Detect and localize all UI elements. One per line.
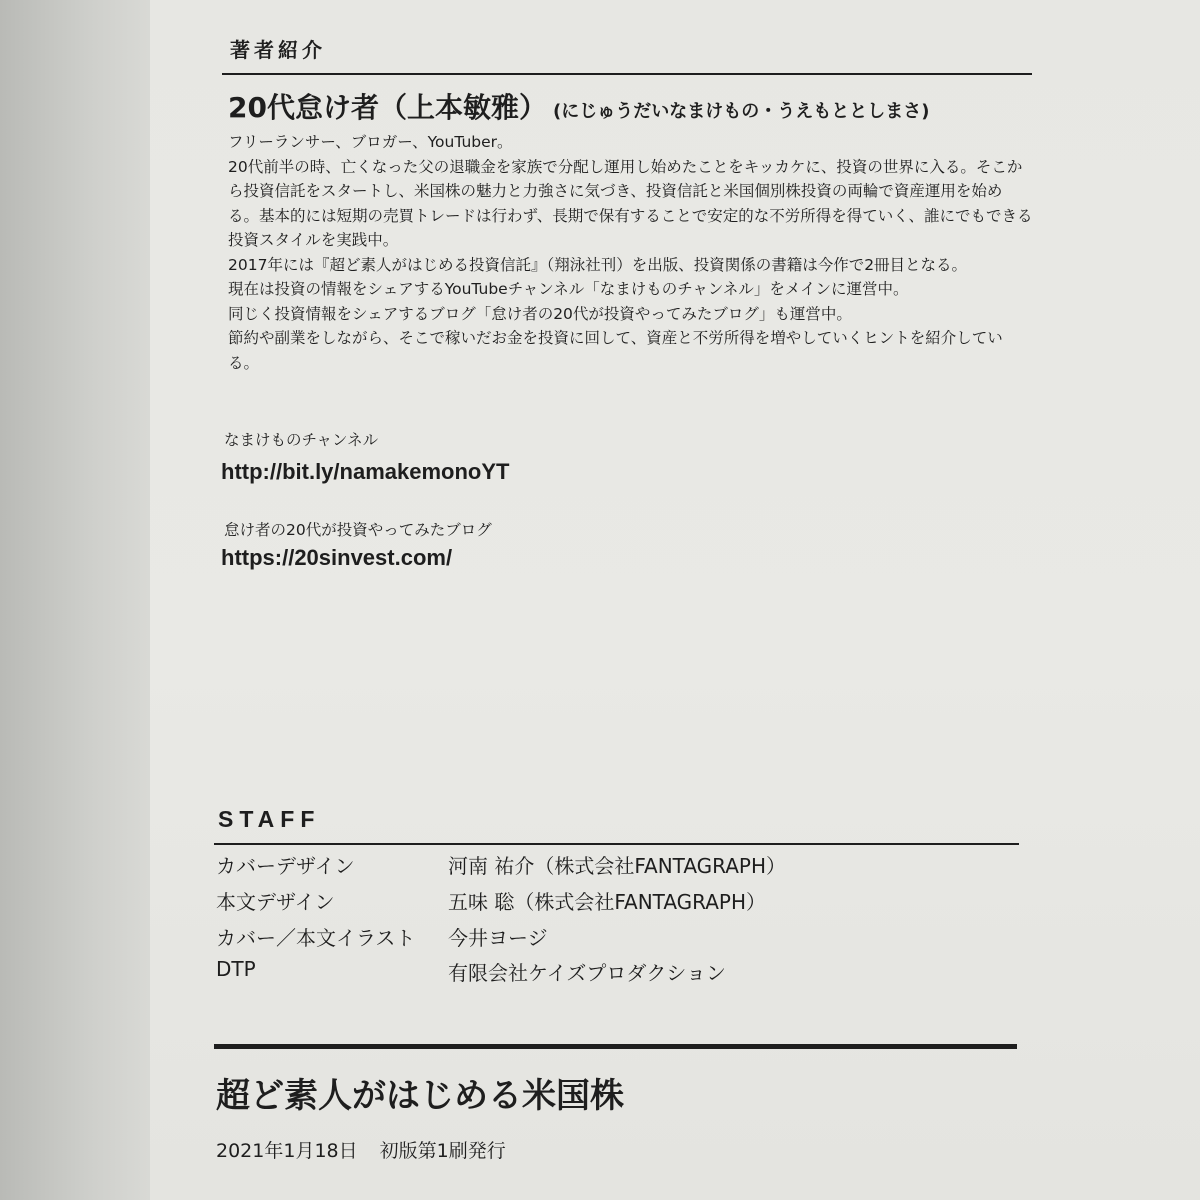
colophon-rule (214, 1044, 1017, 1049)
author-name-reading: (にじゅうだいなまけもの・うえもととしまさ) (552, 101, 930, 122)
blog-label: 怠け者の20代が投資やってみたブログ (224, 521, 492, 539)
staff-heading-rule (214, 843, 1019, 845)
staff-name: 今井ヨージ (448, 926, 548, 950)
staff-name: 有限会社ケイズプロダクション (448, 961, 726, 985)
bio-paragraph: フリーランサー、ブロガー、YouTuber。 (228, 133, 513, 151)
author-bio (228, 130, 1033, 375)
author-name: 20代怠け者（上本敏雅） (228, 91, 547, 124)
author-section-heading: 著者紹介 (230, 38, 326, 62)
staff-role: カバーデザイン (216, 854, 355, 878)
book-title: 超ど素人がはじめる米国株 (216, 1076, 624, 1116)
staff-name: 五味 聡（株式会社FANTAGRAPH） (448, 890, 767, 914)
bio-paragraph: 現在は投資の情報をシェアするYouTubeチャンネル「なまけものチャンネル」をメインに運営中。 (228, 280, 909, 298)
staff-role: 本文デザイン (216, 890, 335, 914)
author-heading-rule (222, 73, 1032, 75)
staff-heading: STAFF (218, 806, 321, 832)
youtube-channel-label: なまけものチャンネル (224, 431, 379, 449)
blog-url[interactable]: https://20sinvest.com/ (221, 545, 453, 570)
youtube-channel-url[interactable]: http://bit.ly/namakemonoYT (221, 459, 510, 484)
bio-paragraph: 同じく投資情報をシェアするブログ「怠け者の20代が投資やってみたブログ」も運営中。 (228, 304, 852, 323)
author-name-line (228, 86, 929, 126)
edition-info: 初版第1刷発行 (379, 1140, 506, 1162)
bio-paragraph: 節約や副業をしながら、そこで稼いだお金を投資に回して、資産と不労所得を増やしていくヒントを紹介している。 (228, 329, 1003, 372)
staff-role: DTP (216, 957, 256, 981)
publication-date: 2021年1月18日 (216, 1140, 358, 1162)
staff-name: 河南 祐介（株式会社FANTAGRAPH） (448, 854, 787, 878)
staff-role: カバー／本文イラスト (216, 926, 416, 950)
bio-paragraph: 20代前半の時、亡くなった父の退職金を家族で分配し運用し始めたことをキッカケに、投資の世界に入る。そこから投資信託をスタートし、米国株の魅力と力強さに気づき、投資信託と米国個別株投資の両輪で資産運用を始める。基本的には短期の売買トレードは行わず、長期で保有することで安定的な不労所得を得ていく、誰にでもできる投資スタイルを実践中。 (228, 157, 1033, 249)
bio-paragraph: 2017年には『超ど素人がはじめる投資信託』（翔泳社刊）を出版、投資関係の書籍は今作で2冊目となる。 (228, 255, 968, 274)
publication-line (216, 1136, 506, 1163)
